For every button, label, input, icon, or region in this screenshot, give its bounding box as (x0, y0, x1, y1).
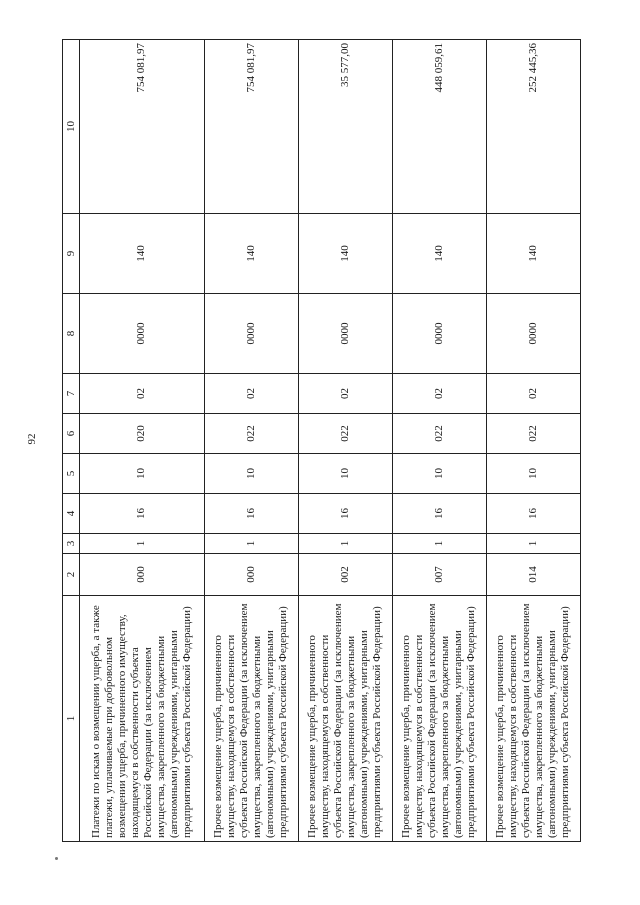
row-code-8: 0000 (392, 294, 486, 374)
row-code-9: 140 (486, 214, 580, 294)
header-cell: 10 (63, 40, 80, 214)
row-code-3: 1 (392, 534, 486, 554)
row-code-7: 02 (392, 374, 486, 414)
row-code-2: 014 (486, 554, 580, 596)
row-code-8: 0000 (298, 294, 392, 374)
header-cell: 4 (63, 494, 80, 534)
row-description: Платежи по искам о возмещении ущерба, а также платежи, уплачиваемые при добровольном возмещении ущерба, причиненного имуществу, находящемуся в собственности субъекта Российской Федерации (за исключением имущества, закрепленного за бюджетными (автономными) учреждениями, унитарными предприятиями субъекта Российской Федерации) (80, 596, 205, 842)
row-code-6: 022 (486, 414, 580, 454)
row-description: Прочее возмещение ущерба, причиненного имуществу, находящемуся в собственности субъекта Российской Федерации (за исключением имущества, закрепленного за бюджетными (автономными) учреждениями, унитарными предприятиями субъекта Российской Федерации) (204, 596, 298, 842)
row-code-9: 140 (298, 214, 392, 294)
row-code-3: 1 (298, 534, 392, 554)
row-code-8: 0000 (80, 294, 205, 374)
row-code-5: 10 (80, 454, 205, 494)
header-cell: 2 (63, 554, 80, 596)
row-code-8: 0000 (204, 294, 298, 374)
row-description: Прочее возмещение ущерба, причиненного имуществу, находящемуся в собственности субъекта Российской Федерации (за исключением имущества, закрепленного за бюджетными (автономными) учреждениями, унитарными предприятиями субъекта Российской Федерации) (486, 596, 580, 842)
row-amount: 252 445,36 (486, 40, 580, 214)
header-cell: 9 (63, 214, 80, 294)
row-code-9: 140 (80, 214, 205, 294)
row-code-3: 1 (486, 534, 580, 554)
row-code-5: 10 (204, 454, 298, 494)
row-code-6: 022 (204, 414, 298, 454)
row-code-2: 007 (392, 554, 486, 596)
row-code-7: 02 (486, 374, 580, 414)
row-code-4: 16 (392, 494, 486, 534)
row-code-7: 02 (80, 374, 205, 414)
header-cell: 8 (63, 294, 80, 374)
header-cell: 5 (63, 454, 80, 494)
row-code-4: 16 (80, 494, 205, 534)
budget-revenue-table (62, 39, 581, 842)
table-row (80, 40, 205, 842)
row-code-2: 000 (80, 554, 205, 596)
row-amount: 35 577,00 (298, 40, 392, 214)
row-code-2: 000 (204, 554, 298, 596)
row-amount: 754 081,97 (80, 40, 205, 214)
row-code-3: 1 (204, 534, 298, 554)
row-code-6: 022 (392, 414, 486, 454)
row-description: Прочее возмещение ущерба, причиненного имуществу, находящемуся в собственности субъекта Российской Федерации (за исключением имущества, закрепленного за бюджетными (автономными) учреждениями, унитарными предприятиями субъекта Российской Федерации) (392, 596, 486, 842)
row-code-3: 1 (80, 534, 205, 554)
table-row (298, 40, 392, 842)
header-cell: 7 (63, 374, 80, 414)
header-cell: 6 (63, 414, 80, 454)
row-code-6: 022 (298, 414, 392, 454)
row-code-8: 0000 (486, 294, 580, 374)
row-code-2: 002 (298, 554, 392, 596)
table-row (204, 40, 298, 842)
row-code-6: 020 (80, 414, 205, 454)
table-row (392, 40, 486, 842)
header-cell: 3 (63, 534, 80, 554)
scan-speck (55, 857, 58, 860)
table-row (486, 40, 580, 842)
row-code-5: 10 (486, 454, 580, 494)
row-code-5: 10 (392, 454, 486, 494)
row-amount: 448 059,61 (392, 40, 486, 214)
row-description: Прочее возмещение ущерба, причиненного имуществу, находящемуся в собственности субъекта Российской Федерации (за исключением имущества, закрепленного за бюджетными (автономными) учреждениями, унитарными предприятиями субъекта Российской Федерации) (298, 596, 392, 842)
header-row (63, 40, 80, 842)
row-code-4: 16 (204, 494, 298, 534)
row-code-9: 140 (204, 214, 298, 294)
header-cell: 1 (63, 596, 80, 842)
row-code-4: 16 (486, 494, 580, 534)
row-code-9: 140 (392, 214, 486, 294)
row-code-5: 10 (298, 454, 392, 494)
rotated-table-container (62, 40, 581, 842)
page-number: 92 (26, 433, 38, 445)
row-code-4: 16 (298, 494, 392, 534)
row-code-7: 02 (204, 374, 298, 414)
row-amount: 754 081,97 (204, 40, 298, 214)
row-code-7: 02 (298, 374, 392, 414)
